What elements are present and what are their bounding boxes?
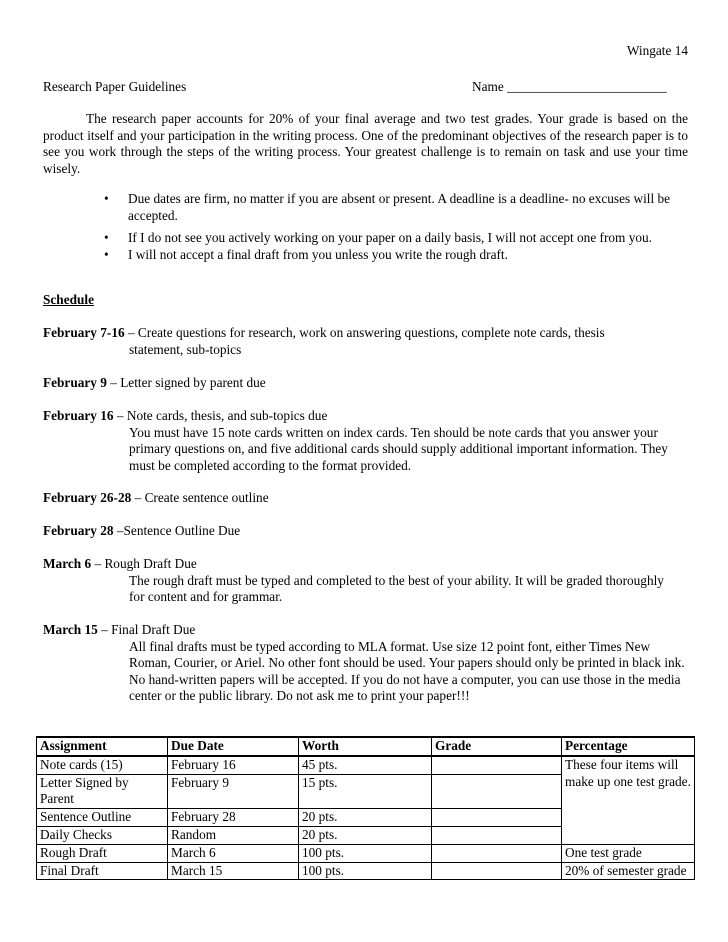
table-cell: Daily Checks — [37, 826, 168, 844]
grade-cell — [432, 826, 562, 844]
table-header-row — [37, 737, 695, 756]
entry-detail: The rough draft must be typed and completed to the best of your ability. It will be graded thoroughly for content and for grammar. — [129, 572, 664, 605]
entry-date: February 7-16 — [43, 325, 125, 340]
schedule-heading: Schedule — [43, 292, 94, 307]
entry-description: – Final Draft Due — [97, 622, 196, 637]
schedule-entry — [43, 523, 693, 540]
percentage-merged-cell: These four items will make up one test grade. — [562, 756, 695, 844]
list-item — [104, 247, 694, 264]
entry-description: – Letter signed by parent due — [106, 375, 266, 390]
schedule-entry — [43, 375, 693, 392]
table-cell: 100 pts. — [299, 844, 432, 862]
column-header: Grade — [432, 737, 562, 756]
schedule-entry — [43, 556, 693, 606]
entry-description: – Create questions for research, work on answering questions, complete note cards, thesis — [124, 325, 605, 340]
table-cell: March 6 — [168, 844, 299, 862]
table-cell: February 9 — [168, 774, 299, 809]
table-cell: Note cards (15) — [37, 756, 168, 774]
intro-paragraph: The research paper accounts for 20% of your final average and two test grades. Your grade is based on the product itself and your participation in the writing process. One of the predominant objectives of the research paper is to see you work through the steps of the writing process. Your greatest challenge is to remain on task and use your time wisely. — [43, 111, 688, 176]
entry-description: – Create sentence outline — [131, 490, 269, 505]
table-cell: 45 pts. — [299, 756, 432, 774]
list-item-text: I will not accept a final draft from you unless you write the rough draft. — [128, 246, 508, 262]
table-cell: 20 pts. — [299, 826, 432, 844]
table-cell: One test grade — [562, 844, 695, 862]
schedule-entry — [43, 408, 693, 474]
entry-date: March 6 — [43, 556, 92, 571]
table-cell: 20% of semester grade — [562, 862, 695, 880]
table-cell: Final Draft — [37, 862, 168, 880]
entry-description: – Rough Draft Due — [91, 556, 197, 571]
table-cell: 100 pts. — [299, 862, 432, 880]
column-header: Assignment — [37, 737, 168, 756]
table-row — [37, 756, 695, 774]
grade-cell — [432, 862, 562, 880]
table-cell: 15 pts. — [299, 774, 432, 809]
schedule-entry — [43, 325, 693, 358]
entry-description: –Sentence Outline Due — [113, 523, 241, 538]
list-item — [104, 230, 694, 247]
bullet-icon: • — [104, 230, 109, 246]
grade-cell — [432, 844, 562, 862]
entry-date: February 16 — [43, 408, 114, 423]
grade-cell — [432, 756, 562, 774]
table-cell: Sentence Outline — [37, 809, 168, 827]
document-title: Research Paper Guidelines — [43, 79, 187, 94]
list-item-text: If I do not see you actively working on your paper on a daily basis, I will not accept one from you. — [128, 230, 652, 246]
bullet-icon: • — [104, 191, 109, 206]
schedule-entry — [43, 622, 693, 705]
rules-list — [104, 191, 694, 263]
entry-date: February 28 — [43, 523, 114, 538]
table-cell: February 16 — [168, 756, 299, 774]
column-header: Percentage — [562, 737, 695, 756]
table-row — [37, 862, 695, 880]
grade-cell — [432, 774, 562, 809]
page-label: Wingate 14 — [626, 43, 688, 58]
grades-table — [36, 736, 695, 880]
entry-detail: statement, sub-topics — [129, 341, 242, 357]
entry-date: February 9 — [43, 375, 107, 390]
list-item-text: Due dates are firm, no matter if you are absent or present. A deadline is a deadline- no excuses will be accepted. — [128, 191, 671, 223]
list-item — [104, 191, 694, 224]
table-cell: Letter Signed by Parent — [37, 774, 168, 809]
table-row — [37, 844, 695, 862]
column-header: Worth — [299, 737, 432, 756]
bullet-icon: • — [104, 246, 109, 262]
entry-date: February 26-28 — [43, 490, 132, 505]
table-cell: 20 pts. — [299, 809, 432, 827]
column-header: Due Date — [168, 737, 299, 756]
table-cell: Random — [168, 826, 299, 844]
entry-description: – Note cards, thesis, and sub-topics due — [113, 408, 328, 423]
table-cell: March 15 — [168, 862, 299, 880]
entry-date: March 15 — [43, 622, 98, 637]
entry-detail: You must have 15 note cards written on index cards. Ten should be note cards that you answer your primary questions on, and five additional cards should supply additional important information. They must be completed according to the format provided. — [129, 424, 668, 473]
schedule-entry — [43, 490, 693, 507]
table-cell: Rough Draft — [37, 844, 168, 862]
grade-cell — [432, 809, 562, 827]
entry-detail: All final drafts must be typed according to MLA format. Use size 12 point font, either Times New Roman, Courier, or Ariel. No other font should be used. Your papers should only be printed in black ink. No hand-written papers will be accepted. If you do not have a computer, you can use those in the media center or the public library. Do not ask me to print your paper!!! — [129, 638, 685, 704]
name-field-label: Name ________________________ — [472, 79, 667, 94]
table-cell: February 28 — [168, 809, 299, 827]
